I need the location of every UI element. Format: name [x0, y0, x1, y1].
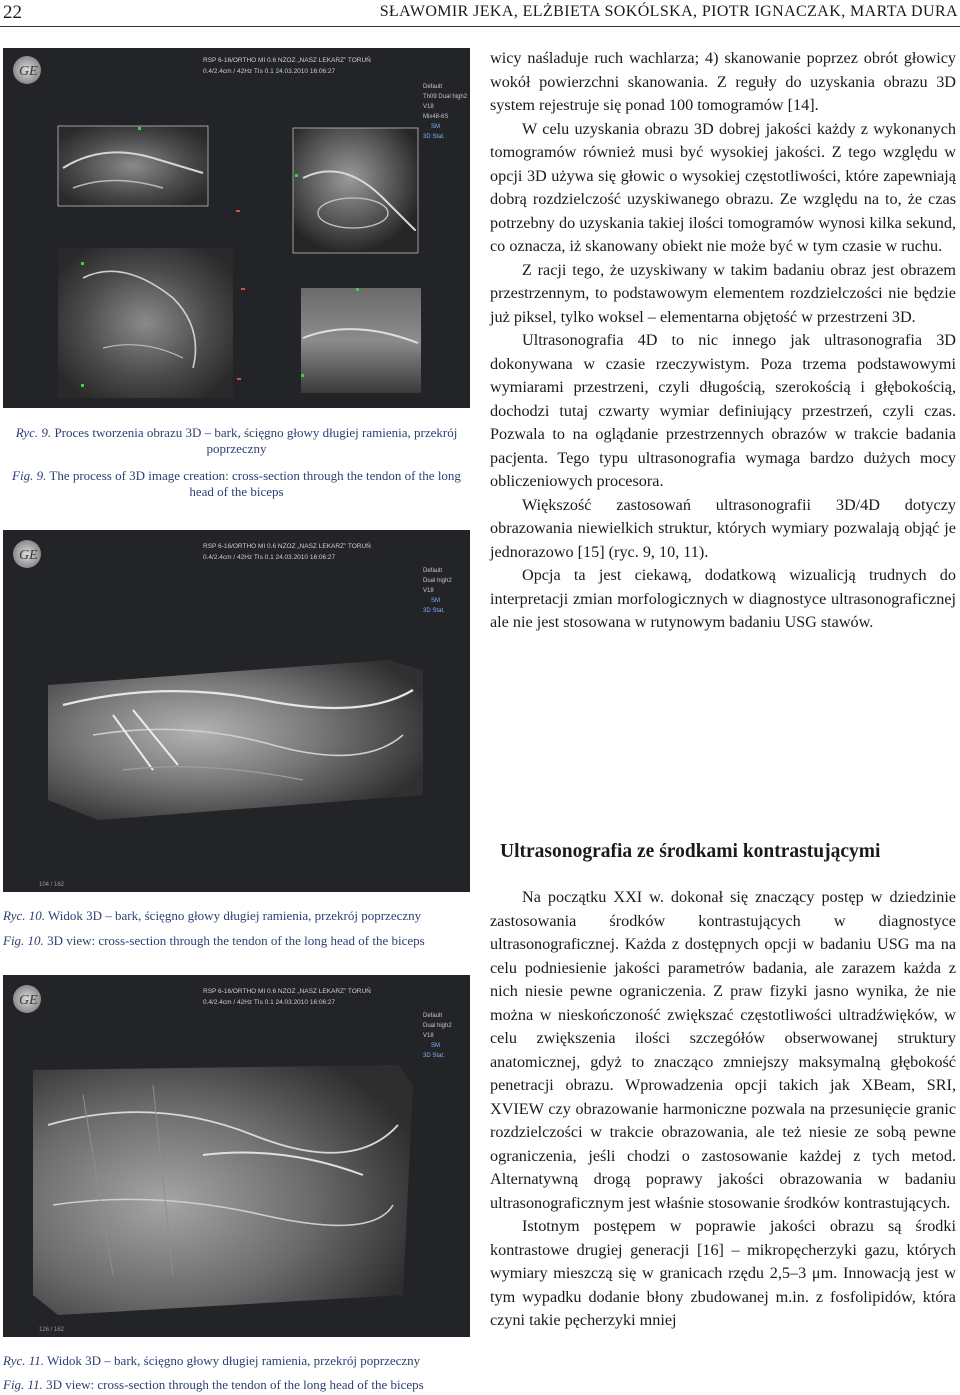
side-setting-1: Default: [423, 84, 443, 90]
figure-9-label-en: Fig. 9.: [12, 468, 47, 483]
svg-text:GE: GE: [19, 64, 38, 79]
paragraph: Z racji tego, że uzyskiwany w takim badaniu obraz jest obrazem przestrzennym, to podstawowym elementem rozdzielczości nie będzie już piksel, tylko woksel – elementarna objętość w przestrzeni 3D.: [490, 260, 956, 326]
side-setting-3: V18: [423, 104, 434, 110]
paragraph: Istotnym postępem w poprawie jakości obrazu są środki kontrastowe drugiej generacji [16] – mikropęcherzyki gazu, których wymiary mieszczą się w granicach rzędu 2,5–3 μm. Innowacją jest w tym wypadku dodanie błony zbudowanej m.in. z fosfolipidów, która czyni takie pęcherzyki mniej: [490, 1217, 956, 1329]
side-setting-2: Dual high2: [423, 1023, 452, 1029]
header-rule: [0, 26, 960, 27]
figure-11-caption-pl: [3, 1353, 470, 1369]
figure-11-text-pl: Widok 3D – bark, ścięgno głowy długiej ramienia, przekrój poprzeczny: [47, 1353, 421, 1368]
figure-10-label-en: Fig. 10.: [3, 933, 44, 948]
side-setting-5: SM: [431, 124, 440, 130]
paragraph: wicy naśladuje ruch wachlarza; 4) skanowanie poprzez obrót głowicy wokół powierzchni skanowania. Z reguły do uzyskania obrazu 3D system rejestruje się ponad 100 tomogramów [14].: [490, 49, 956, 114]
figure-10-text-pl: Widok 3D – bark, ścięgno głowy długiej ramienia, przekrój poprzeczny: [48, 908, 422, 923]
figure-10-text-en: 3D view: cross-section through the tendon of the long head of the biceps: [47, 933, 425, 948]
side-setting-4: SM: [431, 598, 440, 604]
side-setting-6: 3D Stat.: [423, 134, 445, 140]
scan-info-line-2: 0.4/2.4cm / 42Hz TIs 0.1 24.03.2010 16:06:27: [203, 554, 336, 561]
figure-9-text-en: The process of 3D image creation: cross-section through the tendon of the long head of the biceps: [49, 468, 461, 499]
figure-11-text-en: 3D view: cross-section through the tendon of the long head of the biceps: [46, 1377, 424, 1392]
paragraph: W celu uzyskania obrazu 3D dobrej jakości każdy z wykonanych tomogramów również musi być wysokiej jakości. Z tego względu w opcji 3D używa się głowic o wysokiej częstotliwości, które zapewniają dobrą rozdzielczość uzyskiwanego obrazu. Ze względu na to, że czas potrzebny do uzyskania takiej ilości tomogramów wynosi kilka sekund, co oznacza, iż skanowany obiekt nie może być w tym czasie w ruchu.: [490, 119, 956, 255]
side-setting-4: Mix48-6S: [423, 114, 449, 120]
scan-info-line-1: RSP 6-16/ORTHO MI 0.6 NZOZ „NASZ LEKARZ” TORUŃ: [203, 543, 371, 550]
scan-info-line-2: 0.4/2.4cm / 42Hz TIs 0.1 24.03.2010 16:06:27: [203, 68, 336, 75]
paragraph: Opcja ta jest ciekawą, dodatkową wizualicją trudnych do interpretacji zmian morfologicznych w diagnostyce ultrasonograficznej ale nie jest stosowana w rutynowym badaniu USG stawów.: [490, 566, 956, 631]
side-setting-5: 3D Stat.: [423, 1053, 445, 1059]
figure-9-caption-en: [3, 468, 470, 500]
figure-11-ultrasound-image: [3, 975, 470, 1337]
authors-running-head: SŁAWOMIR JEKA, ELŻBIETA SOKÓLSKA, PIOTR IGNACZAK, MARTA DURA: [379, 3, 958, 20]
body-text-top: [490, 47, 956, 635]
paragraph: Na początku XXI w. dokonał się znaczący postęp w dziedzinie zastosowania środków kontrastujących w diagnostyce ultrasonograficznej. Każda z dostępnych opcji w badaniu USG ma na celu podniesienie jakości parametrów badania, ale zarazem każda z nich niesie pewne ograniczenia. Z praw fizyki jasno wynika, że nie można w nieskończoność zwiększać częstotliwości ultradźwięków, w celu zwiększenia ilości szczegółów obserwowanej struktury anatomicznej, gdyż to znacząco zmniejszy maksymalną głębokość penetracji obrazu. Wprowadzenia opcji takich jak XBeam, SRI, XVIEW czy obrazowanie harmoniczne pozwala na przesunięcie granic rozdzielczości w trakcie obrazowania, ale też niesie ze sobą pewne ograniczenia, jeśli chodzi o zastosowanie każdej z tych metod. Alternatywną drogą poprawy jakości obrazowania w badaniu ultrasonograficznym jest właśnie stosowanie środków kontrastujących.: [490, 888, 956, 1212]
section-heading: Ultrasonografia ze środkami kontrastującymi: [500, 841, 881, 862]
body-text-bottom: [490, 886, 956, 1333]
side-setting-5: 3D Stat.: [423, 608, 445, 614]
figure-10-label-pl: Ryc. 10.: [3, 908, 45, 923]
image-footer-text: 104 / 162: [39, 882, 65, 888]
figure-11-label-pl: Ryc. 11.: [3, 1353, 45, 1368]
side-setting-2: Th09 Dual high2: [423, 94, 468, 100]
figure-9-ultrasound-image: [3, 48, 470, 408]
svg-text:GE: GE: [19, 548, 38, 563]
figure-10-caption-pl: [3, 908, 470, 924]
figure-9-caption-pl: [3, 425, 470, 457]
running-header: [0, 0, 960, 26]
image-footer-text: 126 / 162: [39, 1327, 65, 1333]
figure-11-caption-en: [3, 1377, 470, 1393]
figure-10-ultrasound-image: [3, 530, 470, 892]
side-setting-2: Dual high2: [423, 578, 452, 584]
side-setting-1: Default: [423, 1013, 443, 1019]
paragraph: Ultrasonografia 4D to nic innego jak ultrasonografia 3D dokonywana w czasie rzeczywistym. Poza trzema podstawowymi wymiarami przestrzeni, czyli długością, szerokością i głębokością, dochodzi tutaj czwarty wymiar definiujący przestrzeń, czyli czas. Pozwala to na oglądanie przestrzennych obrazów w trakcie badania pacjenta. Tego typu ultrasonografia wymaga bardzo dużych mocy obliczeniowych procesora.: [490, 331, 956, 490]
side-setting-4: SM: [431, 1043, 440, 1049]
side-setting-3: V18: [423, 588, 434, 594]
side-setting-1: Default: [423, 568, 443, 574]
side-setting-3: V18: [423, 1033, 434, 1039]
scan-info-line-1: RSP 6-16/ORTHO MI 0.6 NZOZ „NASZ LEKARZ” TORUŃ: [203, 988, 371, 995]
scan-info-line-1: RSP 6-16/ORTHO MI 0.6 NZOZ „NASZ LEKARZ” TORUŃ: [203, 57, 371, 64]
figure-9-text-pl: Proces tworzenia obrazu 3D – bark, ścięgno głowy długiej ramienia, przekrój poprzeczny: [54, 425, 458, 456]
figure-11-label-en: Fig. 11.: [3, 1377, 43, 1392]
scan-info-line-2: 0.4/2.4cm / 42Hz TIs 0.1 24.03.2010 16:06:27: [203, 999, 336, 1006]
svg-text:GE: GE: [19, 993, 38, 1008]
figure-10-caption-en: [3, 933, 470, 949]
page-number: 22: [3, 2, 22, 23]
figure-9-label-pl: Ryc. 9.: [15, 425, 52, 440]
paragraph: Większość zastosowań ultrasonografii 3D/4D dotyczy obrazowania niewielkich struktur, których wymiary pozwalają objąć je jednorazowo [15] (ryc. 9, 10, 11).: [490, 495, 956, 561]
